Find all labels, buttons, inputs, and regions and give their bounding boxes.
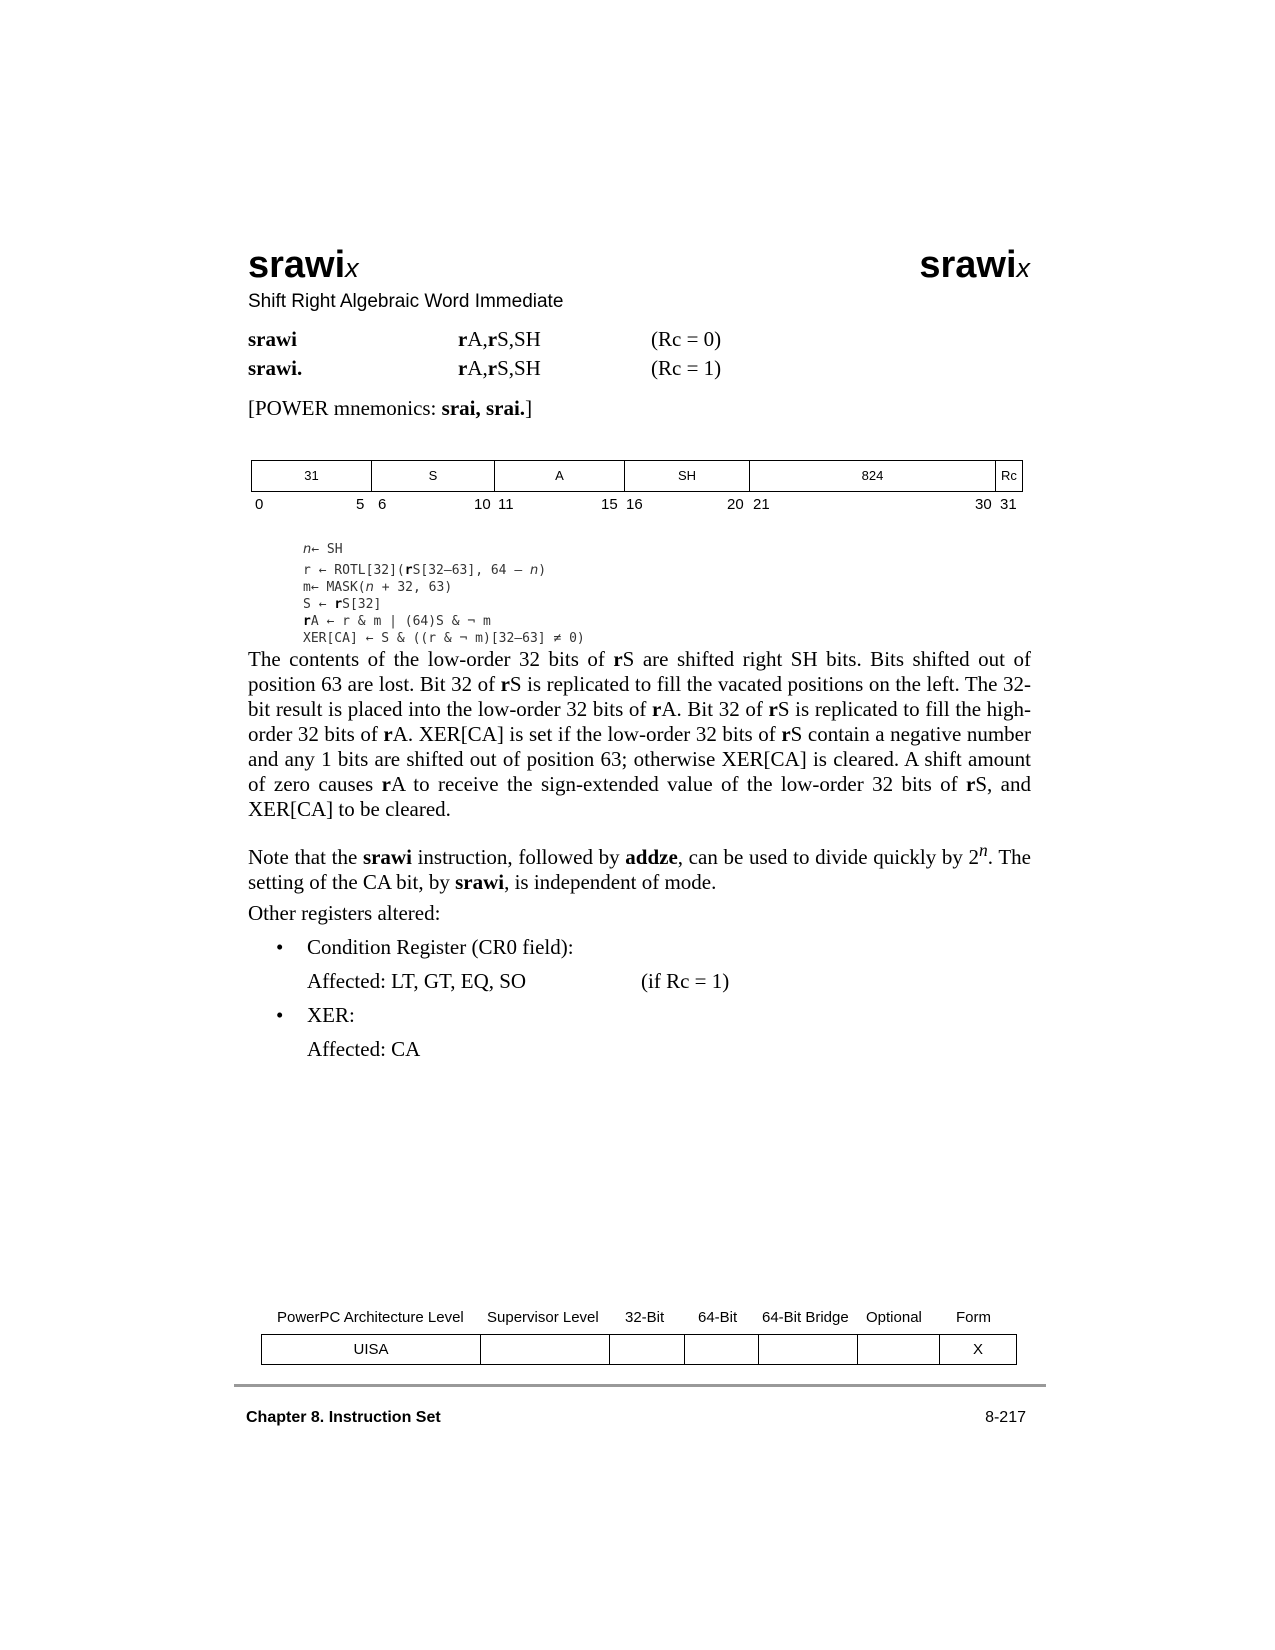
table-cell: X bbox=[972, 1341, 983, 1358]
register-item: Condition Register (CR0 field): bbox=[307, 935, 574, 959]
table-header: 64-Bit bbox=[698, 1309, 738, 1326]
field-sh: SH bbox=[625, 461, 750, 491]
pseudocode-line: n← SH bbox=[303, 542, 343, 557]
table-header: 32-Bit bbox=[625, 1309, 665, 1326]
table-cell: UISA bbox=[262, 1335, 481, 1364]
syntax-operands: rA,rS,SH bbox=[458, 327, 541, 351]
page-title: srawix bbox=[248, 244, 359, 286]
table-cell bbox=[858, 1335, 940, 1364]
register-affected: Affected: LT, GT, EQ, SO bbox=[307, 969, 527, 993]
other-registers-heading: Other registers altered: bbox=[248, 901, 441, 925]
instruction-format bbox=[251, 460, 1023, 492]
bit-number: 30 bbox=[975, 496, 992, 513]
architecture-table-row bbox=[261, 1334, 1017, 1365]
field-xo: 824 bbox=[750, 461, 996, 491]
field-rc: Rc bbox=[1001, 468, 1017, 483]
field-s: S bbox=[372, 461, 495, 491]
table-header: PowerPC Architecture Level bbox=[277, 1309, 464, 1326]
bullet: • bbox=[276, 935, 284, 959]
table-cell bbox=[685, 1335, 759, 1364]
table-header: Form bbox=[956, 1309, 991, 1326]
pseudocode-line: r ← ROTL[32](rS[32–63], 64 – n) bbox=[303, 563, 547, 578]
note-paragraph: Note that the srawi instruction, followed by addze, can be used to divide quickly by 2$^n$. The setting of the CA bit, by srawi, is independent of mode. bbox=[248, 840, 1031, 894]
pseudocode-line: rA ← r & m | (64)S & ¬ m bbox=[303, 614, 491, 629]
bit-number: 21 bbox=[753, 496, 770, 513]
bullet: • bbox=[276, 1003, 284, 1027]
pseudocode-line: m← MASK(n + 32, 63) bbox=[303, 580, 453, 595]
register-affected: Affected: CA bbox=[307, 1037, 421, 1061]
bit-number: 10 bbox=[474, 496, 491, 513]
field-opcode: 31 bbox=[252, 461, 372, 491]
bit-number: 31 bbox=[1000, 496, 1017, 513]
bit-number: 5 bbox=[356, 496, 365, 513]
syntax-rc: (Rc = 0) bbox=[651, 327, 722, 351]
table-cell bbox=[481, 1335, 610, 1364]
footer-chapter: Chapter 8. Instruction Set bbox=[246, 1409, 441, 1426]
bit-number: 20 bbox=[727, 496, 744, 513]
bit-number: 16 bbox=[626, 496, 643, 513]
register-condition: (if Rc = 1) bbox=[641, 969, 730, 993]
table-header: 64-Bit Bridge bbox=[762, 1309, 849, 1326]
syntax-operands: rA,rS,SH bbox=[458, 356, 541, 380]
table-header: Optional bbox=[866, 1309, 922, 1326]
bit-number: 6 bbox=[378, 496, 387, 513]
pseudocode-line: S ← rS[32] bbox=[303, 597, 382, 612]
bit-number: 15 bbox=[601, 496, 618, 513]
field-a: A bbox=[495, 461, 625, 491]
footer-divider bbox=[234, 1384, 1046, 1387]
bit-number: 11 bbox=[498, 496, 514, 513]
pseudocode-line: XER[CA] ← S & ((r & ¬ m)[32–63] ≠ 0) bbox=[303, 631, 585, 646]
syntax-mnemonic: srawi bbox=[248, 327, 297, 351]
table-cell bbox=[610, 1335, 685, 1364]
table-header: Supervisor Level bbox=[487, 1309, 599, 1326]
footer-page-number: 8-217 bbox=[985, 1409, 1026, 1426]
page-title-right: srawix bbox=[919, 244, 1030, 286]
instruction-subtitle: Shift Right Algebraic Word Immediate bbox=[248, 291, 564, 312]
register-item: XER: bbox=[307, 1003, 355, 1027]
syntax-rc: (Rc = 1) bbox=[651, 356, 722, 380]
description-paragraph: The contents of the low-order 32 bits of rS are shifted right SH bits. Bits shifted out of position 63 are lost. Bit 32 of rS is replicated to fill the vacated positions on the left. The 32-bit result is placed into the low-order 32 bits of rA. Bit 32 of rS is replicated to fill the high-order 32 bits of rA. XER[CA] is set if the low-order 32 bits of rS contain a negative number and any 1 bits are shifted out of position 63; otherwise XER[CA] is cleared. A shift amount of zero causes rA to receive the sign-extended value of the low-order 32 bits of rS, and XER[CA] to be cleared. bbox=[248, 647, 1032, 821]
syntax-mnemonic: srawi. bbox=[248, 356, 303, 380]
power-mnemonics: [POWER mnemonics: srai, srai.] bbox=[248, 396, 533, 420]
table-cell bbox=[759, 1335, 858, 1364]
bit-number: 0 bbox=[255, 496, 264, 513]
